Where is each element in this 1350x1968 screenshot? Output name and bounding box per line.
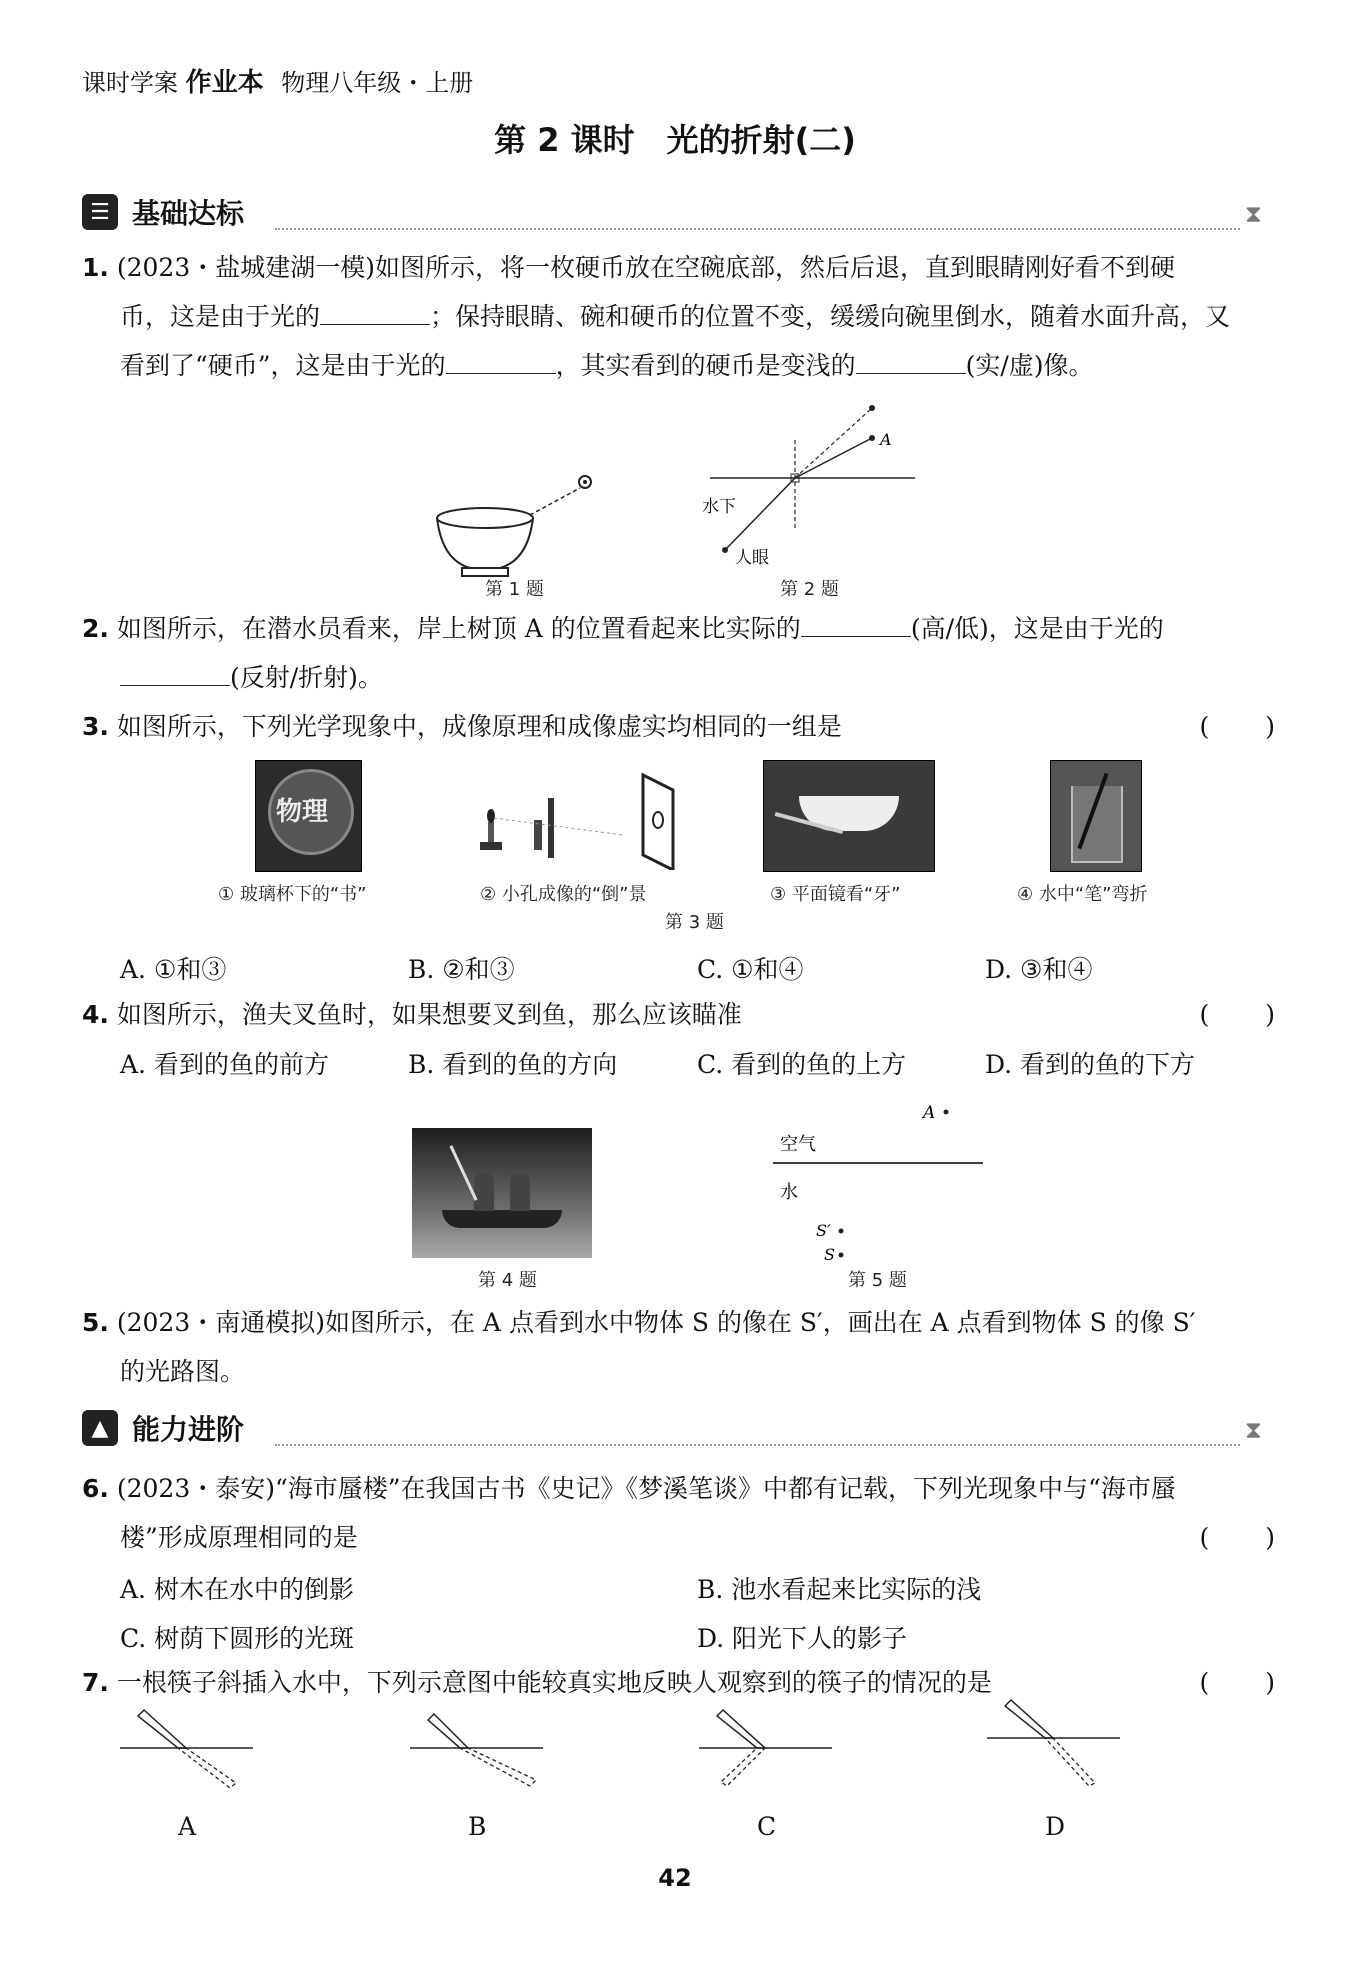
figure-4-caption: 第 4 题 — [478, 1270, 537, 1291]
q6-number: 6. — [82, 1474, 109, 1503]
question-5 — [82, 1298, 1277, 1396]
q3-caption-1: ① 玻璃杯下的“书” — [218, 884, 367, 905]
question-1 — [82, 243, 1277, 390]
q2-number: 2. — [82, 614, 109, 643]
answer-paren[interactable]: ( ) — [1199, 1523, 1277, 1552]
hourglass-icon: ⧗ — [1245, 200, 1262, 228]
book-header — [82, 62, 473, 99]
photo-pinhole — [478, 770, 678, 870]
q3-caption-2: ② 小孔成像的“倒”景 — [480, 884, 647, 905]
q7-text: 一根筷子斜插入水中，下列示意图中能较真实地反映人观察到的筷子的情况的是 — [116, 1668, 992, 1697]
page-title: 第 2 课时 光的折射(二) — [494, 121, 856, 159]
chopstick-diagram-b[interactable] — [408, 1708, 548, 1788]
q2-line2: (反射/折射)。 — [230, 663, 383, 692]
q1-line2b: ；保持眼睛、碗和硬币的位置不变，缓缓向碗里倒水，随着水面升高，又 — [430, 302, 1231, 331]
q6-line2: 楼”形成原理相同的是 — [120, 1523, 358, 1552]
photo-mirror-teeth — [763, 760, 935, 872]
q4-number: 4. — [82, 1000, 109, 1029]
answer-blank[interactable] — [856, 351, 966, 374]
q1-number: 1. — [82, 253, 109, 282]
fig5-label-air: 空气 — [780, 1134, 816, 1155]
question-3 — [82, 702, 1277, 751]
brand-a: 课时学案 — [82, 69, 178, 97]
answer-blank[interactable] — [446, 351, 556, 374]
q5-line2: 的光路图。 — [120, 1357, 246, 1386]
section-advanced-header — [82, 1408, 244, 1448]
section-basic-title: 基础达标 — [132, 197, 245, 230]
hourglass-icon: ⧗ — [1245, 1416, 1262, 1444]
q3-option-a[interactable]: A. ①和③ — [120, 955, 227, 984]
section-divider — [275, 228, 1240, 230]
q3-option-c[interactable]: C. ①和④ — [697, 955, 804, 984]
q1-line3c: (实/虚)像。 — [965, 351, 1094, 380]
figure-5-diagram — [768, 1090, 998, 1260]
fig5-label-s: S — [824, 1245, 835, 1260]
answer-paren[interactable]: ( ) — [1199, 1668, 1277, 1697]
q5-line1: (2023・南通模拟)如图所示，在 A 点看到水中物体 S 的像在 S′，画出在 A 点看到物体 S 的像 S′ — [116, 1308, 1196, 1337]
q3-option-d[interactable]: D. ③和④ — [985, 955, 1093, 984]
fig2-label-a: A — [880, 430, 892, 449]
q7-number: 7. — [82, 1668, 109, 1697]
q6-option-a[interactable]: A. 树木在水中的倒影 — [120, 1575, 354, 1604]
fig2-label-water: 水下 — [702, 497, 736, 517]
q3-caption-4: ④ 水中“笔”弯折 — [1017, 884, 1148, 905]
figure-4-fisherman — [412, 1128, 592, 1258]
photo-bent-pen — [1050, 760, 1142, 872]
q5-number: 5. — [82, 1308, 109, 1337]
chopstick-diagram-d[interactable] — [985, 1698, 1125, 1788]
q6-option-d[interactable]: D. 阳光下人的影子 — [697, 1624, 908, 1653]
q1-line2a: 币，这是由于光的 — [120, 302, 321, 331]
answer-blank[interactable] — [801, 614, 911, 637]
book-icon: ☰ — [82, 194, 118, 230]
figure-5-caption: 第 5 题 — [848, 1270, 907, 1291]
section-advanced-title: 能力进阶 — [132, 1413, 245, 1446]
q3-caption-3: ③ 平面镜看“牙” — [770, 884, 901, 905]
fork-shape — [449, 1145, 477, 1201]
fig5-label-water: 水 — [780, 1182, 798, 1203]
rocket-icon: ▲ — [82, 1410, 118, 1446]
q7-label-a: A — [178, 1812, 197, 1841]
q7-label-c: C — [757, 1812, 777, 1841]
photo1-book-text: 物理 — [276, 797, 329, 827]
q3-text: 如图所示，下列光学现象中，成像原理和成像虚实均相同的一组是 — [116, 712, 842, 741]
section-basic-header — [82, 192, 244, 232]
q4-option-b[interactable]: B. 看到的鱼的方向 — [408, 1050, 618, 1079]
q6-option-c[interactable]: C. 树荫下圆形的光斑 — [120, 1624, 355, 1653]
q4-option-c[interactable]: C. 看到的鱼的上方 — [697, 1050, 907, 1079]
figure-2-caption: 第 2 题 — [780, 579, 839, 600]
q6-option-b[interactable]: B. 池水看起来比实际的浅 — [697, 1575, 982, 1604]
fisherman-2 — [510, 1173, 530, 1211]
q2-line1a: 如图所示，在潜水员看来，岸上树顶 A 的位置看起来比实际的 — [116, 614, 801, 643]
chopstick-diagram-a[interactable] — [118, 1708, 258, 1788]
chopstick-diagram-c[interactable] — [697, 1708, 837, 1788]
figure-1-caption: 第 1 题 — [485, 579, 544, 600]
q1-line3a: 看到了“硬币”，这是由于光的 — [120, 351, 446, 380]
q7-label-b: B — [468, 1812, 487, 1841]
q1-line3b: ，其实看到的硬币是变浅的 — [555, 351, 856, 380]
q2-line1b: (高/低)，这是由于光的 — [910, 614, 1164, 643]
question-4 — [82, 990, 1277, 1039]
q4-option-a[interactable]: A. 看到的鱼的前方 — [120, 1050, 329, 1079]
answer-paren[interactable]: ( ) — [1199, 1000, 1277, 1029]
question-6 — [82, 1464, 1277, 1562]
answer-blank[interactable] — [320, 302, 430, 325]
page-number: 42 — [658, 1864, 692, 1892]
q1-line1: (2023・盐城建湖一模)如图所示，将一枚硬币放在空碗底部，然后后退，直到眼睛刚好看不到硬 — [116, 253, 1175, 282]
question-2 — [82, 604, 1277, 702]
photo-glass-book — [255, 760, 362, 872]
q4-text: 如图所示，渔夫叉鱼时，如果想要叉到鱼，那么应该瞄准 — [116, 1000, 742, 1029]
brand-b: 作业本 — [185, 68, 264, 98]
boat-shape — [442, 1210, 562, 1228]
subject: 物理八年级・上册 — [281, 69, 474, 97]
fisherman-1 — [474, 1173, 494, 1211]
q4-option-d[interactable]: D. 看到的鱼的下方 — [985, 1050, 1196, 1079]
q3-option-b[interactable]: B. ②和③ — [408, 955, 515, 984]
q3-number: 3. — [82, 712, 109, 741]
answer-paren[interactable]: ( ) — [1199, 712, 1277, 741]
fig5-label-s-prime: S′ — [816, 1221, 831, 1240]
fig2-label-eye: 人眼 — [735, 548, 769, 568]
answer-blank[interactable] — [120, 663, 230, 686]
fig5-label-a: A — [923, 1103, 936, 1123]
q6-line1: (2023・泰安)“海市蜃楼”在我国古书《史记》《梦溪笔谈》中都有记载，下列光现象中与“海市蜃 — [116, 1474, 1176, 1503]
q7-label-d: D — [1045, 1812, 1066, 1841]
section-divider — [275, 1444, 1240, 1446]
figure-2-refraction — [700, 400, 930, 580]
q3-figure-caption: 第 3 题 — [665, 912, 724, 933]
